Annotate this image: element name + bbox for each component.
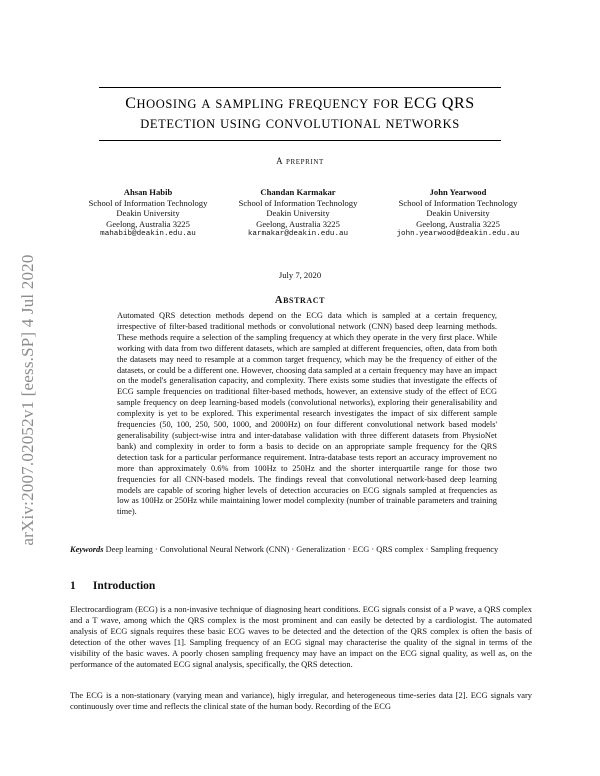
author-location: Geelong, Australia 3225: [106, 218, 190, 229]
abstract-text: Automated QRS detection methods depend on the ECG data which is sampled at a certain frequency, irrespective of filter-based traditional methods or convolutional network (CNN) based deep learning methods. These methods require a selection of the sampling frequency at which they operate in the very first place. While working with data from two different datasets, which are sampled at different frequencies, often, data from both the datasets may need to resample at a common target frequency, which may be the frequency of either of the datasets, or could be a different one. However, choosing data sampled at a certain frequency may have an impact on the model's generalisation capacity, and complexity. There exists some studies that investigate the effects of ECG sample frequencies on traditional filter-based methods, however, an extensive study of the effect of ECG sample frequency on deep learning-based models (convolutional networks), exploring their generalisability and complexity is yet to be explored. This experimental research investigates the impact of six different sample frequencies (50, 100, 250, 500, 1000, and 2000Hz) on four different convolutional network based models' generalisability (subject-wise intra and inter-database validation with three different datasets from PhysioNet bank) and complexity in order to form a basis to decide on an appropriate sample frequency for the QRS detection task for a particular performance requirement. Intra-database tests report an accuracy improvement no more than approximately 0.6% from 100Hz to 250Hz and the shorter interquartile range for those two frequencies for all CNN-based models. The findings reveal that convolutional network-based deep learning models are capable of scoring higher levels of detection accuracies on ECG signals sampled at frequencies as low as 100Hz or 250Hz while maintaining lower model complexity (number of trainable parameters and training time).: [117, 311, 497, 517]
author-university: Deakin University: [266, 208, 330, 218]
title-rule-bottom: [99, 140, 501, 141]
keywords-line: [70, 545, 532, 556]
intro-paragraph-1: Electrocardiogram (ECG) is a non-invasive technique of diagnosing heart conditions. ECG signals consist of a P wave, a QRS complex and a T wave, among which the QRS complex is the most prominent and can easily be detected by a cardiologist. The automated analysis of ECG signals requires these basic ECG waves to be detected and the detection of the QRS complex is often the basis of detection of the other waves [1]. Sampling frequency of an ECG signal may characterise the quality of the signal in terms of the visibility of the basic waves. A poorly chosen sampling frequency may have an impact on the ECG signal quality, as well as, on the performance of the automated ECG signal analysis, specifically, the QRS detection.: [70, 604, 532, 669]
abstract-heading: ABSTRACT: [274, 295, 326, 306]
author-block: [68, 187, 228, 240]
author-university: Deakin University: [116, 208, 180, 218]
author-email: karmakar@deakin.edu.au: [247, 230, 349, 238]
author-university: Deakin University: [426, 208, 490, 218]
author-affiliation: School of Information Technology: [398, 197, 518, 208]
arxiv-id: arXiv:2007.02052v1 [eess.SP] 4 Jul 2020: [18, 254, 37, 546]
author-name: John Yearwood: [429, 187, 487, 197]
intro-paragraph-2: The ECG is a non-stationary (varying mean and variance), higly irregular, and heterogeneous time-series data [2]. ECG signals vary continuously over time and reflects the clinical state of the human body. Recording of the ECG: [70, 690, 532, 711]
preprint-label: A PREPRINT: [276, 156, 324, 166]
author-email: mahabib@deakin.edu.au: [100, 230, 196, 238]
section-heading: [70, 580, 155, 592]
author-location: Geelong, Australia 3225: [416, 218, 500, 229]
paper-date: July 7, 2020: [278, 270, 322, 280]
keywords-label: Keywords: [70, 545, 104, 554]
author-name: Ahsan Habib: [123, 187, 173, 197]
author-block: [372, 187, 544, 240]
title-rule-top: [99, 87, 501, 88]
author-block: [218, 187, 378, 240]
paper-title-line1: CHOOSING A SAMPLING FREQUENCY FOR ECG QRS: [125, 95, 475, 112]
author-affiliation: School of Information Technology: [88, 197, 208, 208]
paper-title-line2: DETECTION USING CONVOLUTIONAL NETWORKS: [140, 117, 460, 131]
keywords-text: Deep learning · Convolutional Neural Network (CNN) · Generalization · ECG · QRS complex · Sampling frequency: [105, 545, 499, 554]
author-location: Geelong, Australia 3225: [256, 218, 340, 229]
author-affiliation: School of Information Technology: [238, 197, 358, 208]
section-title: Introduction: [92, 580, 156, 592]
section-number: 1: [70, 580, 76, 592]
author-name: Chandan Karmakar: [260, 187, 336, 197]
author-email: john.yearwood@deakin.edu.au: [396, 230, 520, 238]
